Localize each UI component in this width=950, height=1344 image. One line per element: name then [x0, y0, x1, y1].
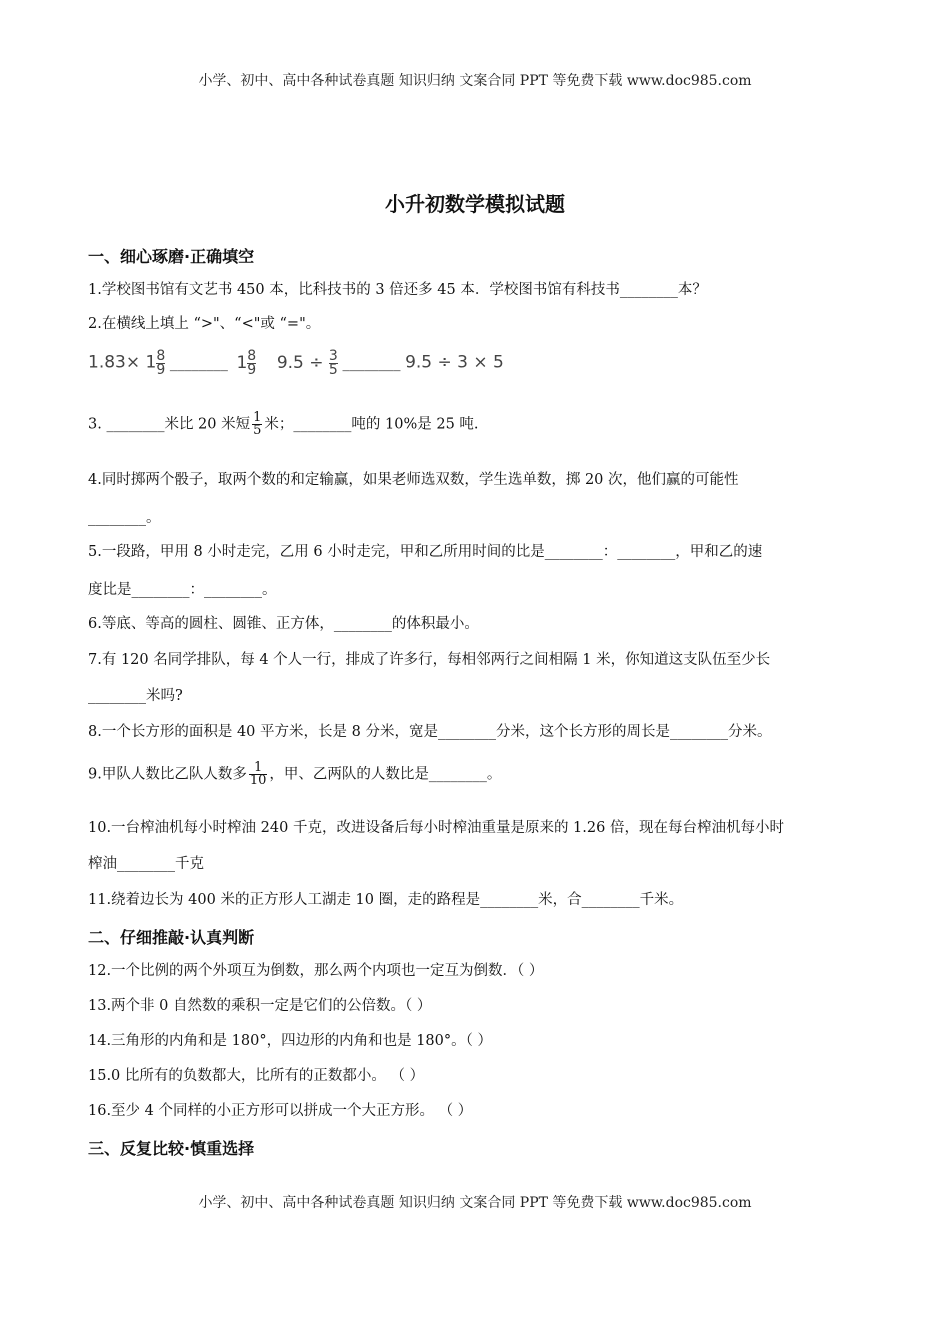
question-5-line-1: 5.一段路，甲用 8 小时走完，乙用 6 小时走完，甲和乙所用时间的比是________：________，甲和乙的速	[88, 544, 763, 560]
fraction-8-9: $\frac{8}{9}$	[156, 348, 166, 378]
question-4-line-1: 4.同时掷两个骰子，取两个数的和定输赢，如果老师选双数，学生选单数，掷 20 次，他们赢的可能性	[88, 472, 739, 488]
expr-c: 9.5 ÷	[276, 352, 329, 373]
page-footer: 小学、初中、高中各种试卷真题 知识归纳 文案合同 PPT 等免费下载 www.doc985.com	[198, 1195, 752, 1211]
question-6: 6.等底、等高的圆柱、圆锥、正方体，________的体积最小。	[88, 616, 479, 632]
question-12: 12.一个比例的两个外项互为倒数，那么两个内项也一定互为倒数．（ ）	[88, 963, 544, 979]
page-header: 小学、初中、高中各种试卷真题 知识归纳 文案合同 PPT 等免费下载 www.doc985.com	[198, 73, 752, 89]
question-2-expressions	[88, 350, 863, 377]
expr-d: 9.5 ÷ 3 × 5	[405, 352, 504, 373]
question-11: 11.绕着边长为 400 米的正方形人工湖走 10 圈，走的路程是________米，合________千米。	[88, 892, 684, 908]
blank-compare-1[interactable]: ________	[169, 355, 228, 372]
question-16: 16.至少 4 个同样的小正方形可以拼成一个大正方形。 （ ）	[88, 1103, 473, 1119]
section-heading-fill-blank: 一、细心琢磨·正确填空	[88, 247, 255, 266]
page-title: 小升初数学模拟试题	[385, 192, 565, 216]
question-7-line-1: 7.有 120 名同学排队，每 4 个人一行，排成了许多行，每相邻两行之间相隔 1 米，你知道这支队伍至少长	[88, 652, 771, 668]
section-heading-judge: 二、仔细推敲·认真判断	[88, 928, 255, 947]
fraction-3-5: $\frac{3}{5}$	[328, 348, 338, 378]
question-1: 1.学校图书馆有文艺书 450 本，比科技书的 3 倍还多 45 本．学校图书馆有科技书________本？	[88, 282, 707, 298]
expr-a: 1.83× 1	[88, 352, 157, 373]
fraction-1-10: $\frac{1}{10}$	[249, 760, 267, 788]
question-4-line-2: ________。	[88, 510, 161, 526]
question-9: 9.甲队人数比乙队人数多 $\frac{1}{10}$ ，甲、乙两队的人数比是________。	[88, 760, 502, 788]
expr-b-whole: 1	[236, 352, 248, 373]
question-14: 14.三角形的内角和是 180°，四边形的内角和也是 180°。（ ）	[88, 1033, 492, 1049]
question-10-line-1: 10.一台榨油机每小时榨油 240 千克，改进设备后每小时榨油重量是原来的 1.26 倍，现在每台榨油机每小时	[88, 820, 784, 836]
question-13: 13.两个非 0 自然数的乘积一定是它们的公倍数。（ ）	[88, 998, 432, 1014]
fraction-8-9-b: $\frac{8}{9}$	[247, 348, 257, 378]
question-2: 2.在横线上填上 “>"、“<"或 “="。	[88, 316, 321, 332]
blank-compare-2[interactable]: ________	[342, 355, 401, 372]
question-15: 15.0 比所有的负数都大，比所有的正数都小。 （ ）	[88, 1068, 425, 1084]
question-5-line-2: 度比是________：________。	[88, 582, 277, 598]
question-8: 8.一个长方形的面积是 40 平方米，长是 8 分米，宽是________分米，这个长方形的周长是________分米。	[88, 724, 772, 740]
question-7-line-2: ________米吗?	[88, 688, 183, 704]
question-3: 3. ________米比 20 米短 $\frac{1}{5}$ 米；________吨的 10%是 25 吨.	[88, 410, 479, 438]
question-10-line-2: 榨油________千克	[88, 856, 204, 872]
section-heading-choose: 三、反复比较·慎重选择	[88, 1139, 255, 1158]
fraction-1-5: $\frac{1}{5}$	[253, 410, 262, 438]
